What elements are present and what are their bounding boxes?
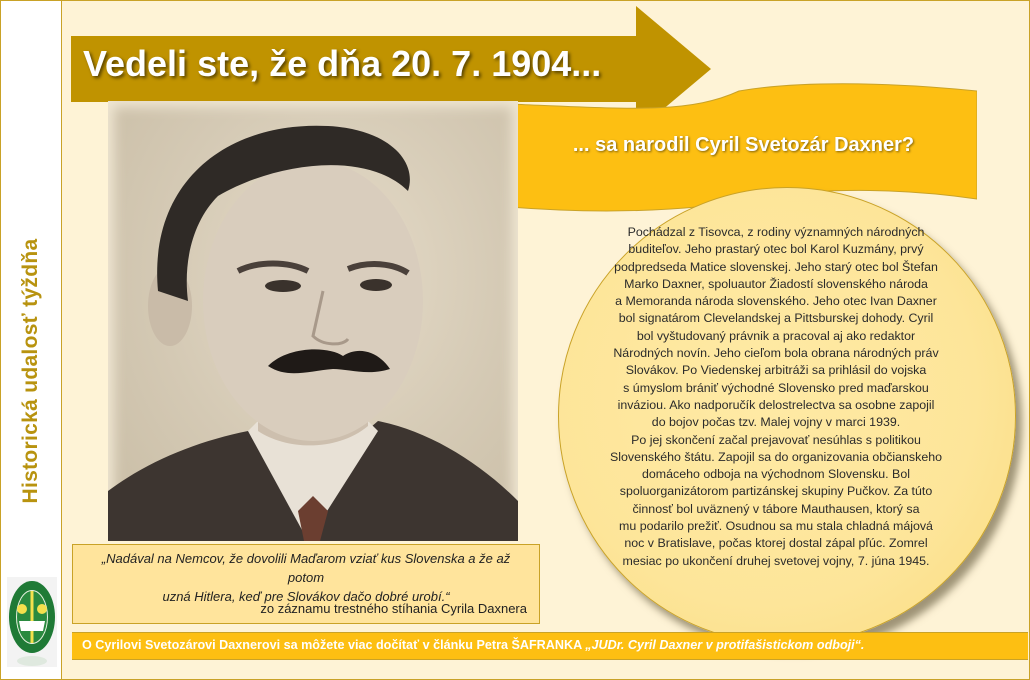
organization-seal-icon — [7, 577, 57, 667]
sidebar-title: Historická udalosť týždňa — [19, 238, 42, 504]
portrait-illustration — [108, 101, 518, 541]
bio-line: a Memoranda národa slovenského. Jeho otec Ivan Daxner — [615, 294, 937, 309]
quote-line: uzná Hitlera, keď pre Slovákov dačo dobré urobí.“ — [162, 589, 450, 604]
page-headline: Vedeli ste, že dňa 20. 7. 1904... — [83, 43, 602, 84]
quote-line: „Nadával na Nemcov, že dovolili Maďarom vziať kus Slovenska a že až potom — [101, 551, 511, 585]
sidebar — [1, 1, 62, 679]
article-title: „JUDr. Cyril Daxner v protifašistickom odboji“. — [585, 638, 865, 652]
quote-source: zo záznamu trestného stíhania Cyrila Daxnera — [260, 601, 527, 616]
biography-text — [589, 224, 963, 570]
footer-lead: O Cyrilovi Svetozárovi Daxnerovi sa môžete viac dočítať v článku Petra ŠAFRANKA — [82, 638, 586, 652]
bio-line: Národných novín. Jeho cieľom bola obrana národných práv — [613, 346, 939, 361]
bio-line: Slovenského štátu. Zapojil sa do organizovania občianskeho — [609, 449, 942, 464]
bio-line: bol signatárom Clevelandskej a Pittsburskej dohody. Cyril — [618, 311, 934, 326]
bio-line: bol vyštudovaný právnik a pracoval aj ako redaktor — [636, 328, 916, 343]
bio-line: mesiac po ukončení druhej svetovej vojny, 7. júna 1945. — [622, 553, 930, 568]
bio-line: spoluorganizátorom partizánskej skupiny Pučkov. Za túto — [619, 484, 933, 499]
bio-line: s úmyslom brániť východné Slovensko pred maďarskou — [623, 380, 929, 395]
bio-line: buditeľov. Jeho prastarý otec bol Karol Kuzmány, prvý — [628, 242, 924, 257]
bio-line: noc v Bratislave, počas ktorej dostal zápal pľúc. Zomrel — [624, 536, 928, 551]
bio-line: podpredseda Matice slovenskej. Jeho starý otec bol Štefan — [614, 259, 938, 274]
portrait-photo — [108, 101, 518, 541]
bio-line: Pochádzal z Tisovca, z rodiny významných národných — [627, 225, 925, 239]
bio-line: mu podarilo prežiť. Osudnou sa mu stala chladná májová — [619, 519, 933, 534]
bio-line: inváziou. Ako nadporučík delostrelectva sa osobne zapojil — [617, 397, 935, 412]
page-subheadline: ... sa narodil Cyril Svetozár Daxner? — [572, 134, 915, 156]
quote-box — [72, 544, 540, 624]
bio-line: Po jej skončení začal prejavovať nesúhlas s politikou — [631, 432, 921, 447]
footer-text — [82, 638, 864, 652]
footer-banner — [72, 632, 1028, 660]
bio-line: činnosť bol uväznený v tábore Mauthausen, ktorý sa — [632, 501, 920, 516]
bio-line: Slovákov. Po Viedenskej arbitráži sa prihlásil do vojska — [625, 363, 927, 378]
bio-line: domáceho odboja na východnom Slovensku. Bol — [642, 467, 910, 482]
bio-line: do bojov počas tzv. Malej vojny v marci 1939. — [651, 415, 901, 430]
quote-text — [83, 549, 529, 606]
bio-line: Marko Daxner, spoluautor Žiadostí slovenského národa — [624, 276, 928, 291]
